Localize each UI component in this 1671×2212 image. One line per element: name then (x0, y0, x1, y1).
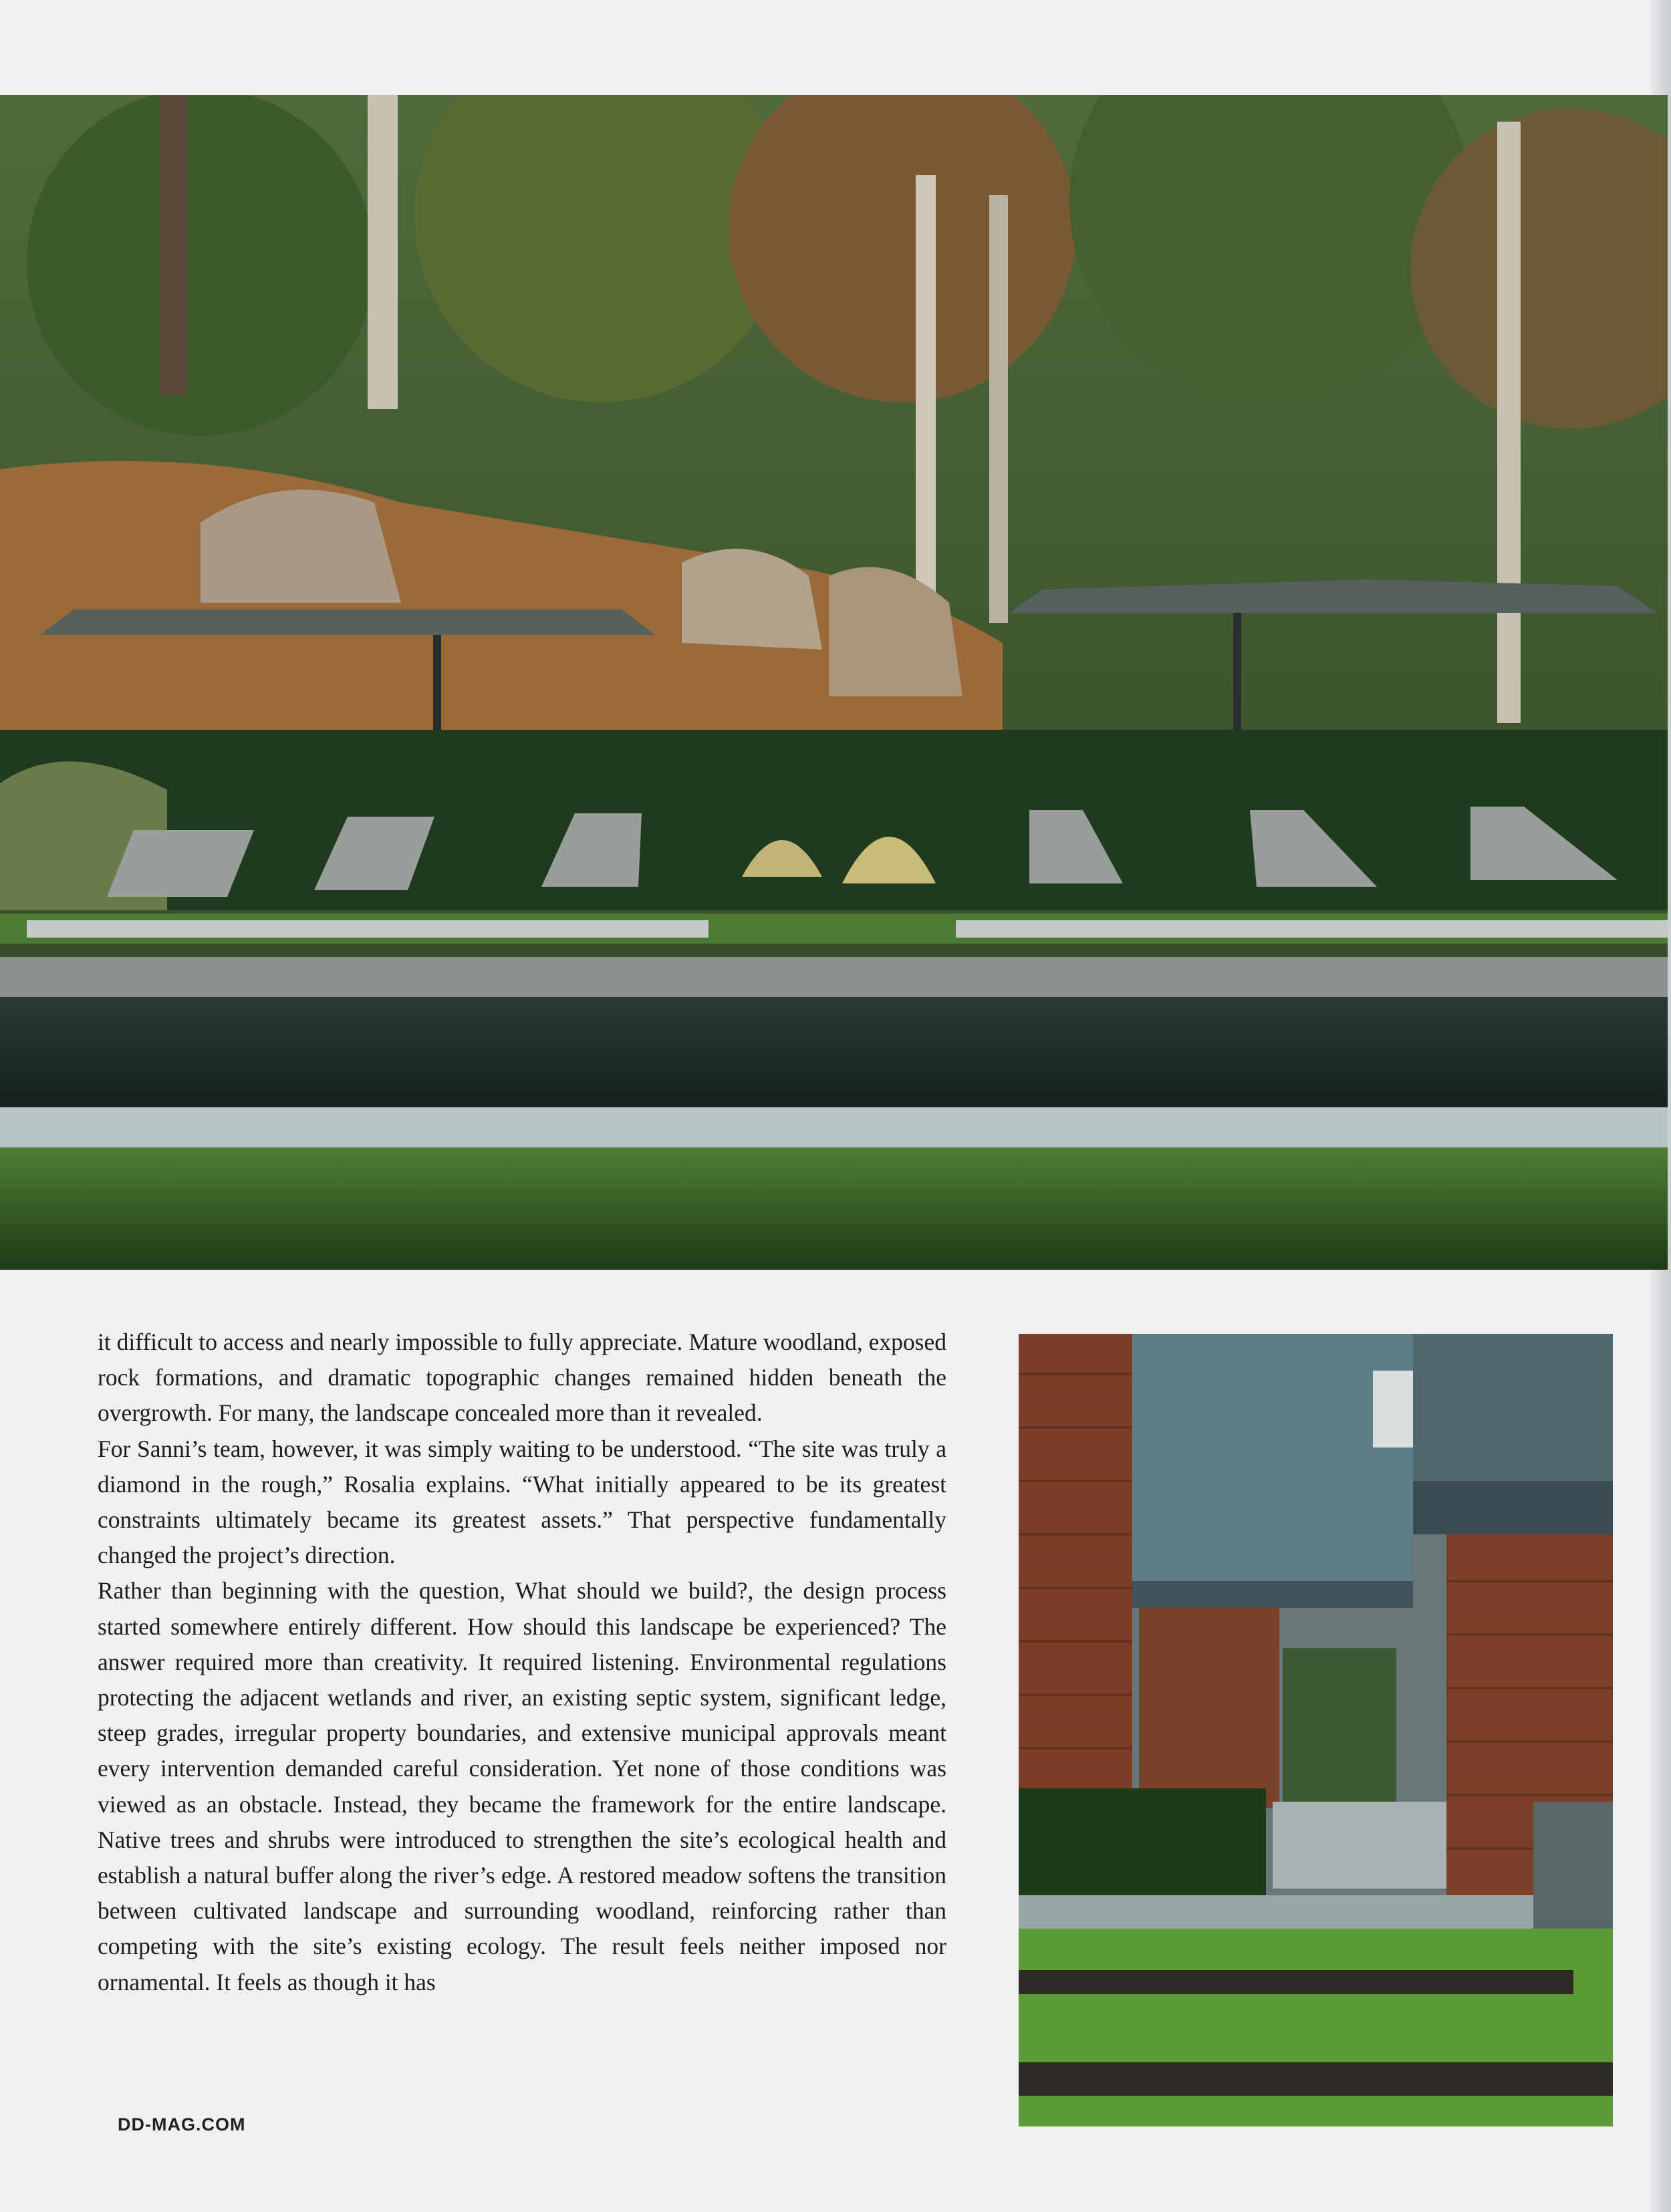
footer-site-name: DD-MAG.COM (118, 2114, 246, 2134)
article-paragraph: it difficult to access and nearly impossible to fully appreciate. Mature woodland, exposed rock formations, and dramatic topographic changes remained hidden beneath the overgrowth. For many, the landscape concealed more than it revealed. (98, 1329, 946, 1427)
article-body (98, 1325, 946, 2000)
article-paragraph: Rather than beginning with the question, What should we build?, the design process started somewhere entirely different. How should this landscape be experienced? The answer required more than creativity. It required listening. Environmental regulations protecting the adjacent wetlands and river, an existing septic system, significant ledge, steep grades, irregular property boundaries, and extensive municipal approvals meant every intervention demanded careful consideration. Yet none of those conditions was viewed as an obstacle. Instead, they became the framework for the entire landscape. Native trees and shrubs were introduced to strengthen the site’s ecological health and establish a natural buffer along the river’s edge. A restored meadow softens the transition between cultivated landscape and surrounding woodland, reinforcing rather than competing with the site’s existing ecology. The result feels neither imposed nor ornamental. It feels as though it has (98, 1577, 946, 1995)
hero-photo (0, 95, 1668, 1270)
side-photo (1019, 1334, 1613, 2126)
poolside-landscape-photo-icon (0, 95, 1668, 1270)
house-entry-steps-photo-icon (1019, 1334, 1613, 2126)
article-paragraph: For Sanni’s team, however, it was simply waiting to be understood. “The site was truly a diamond in the rough,” Rosalia explains. “What initially appeared to be its greatest constraints ultimately became its greatest assets.” That perspective fundamentally changed the project’s direction. (98, 1435, 946, 1569)
